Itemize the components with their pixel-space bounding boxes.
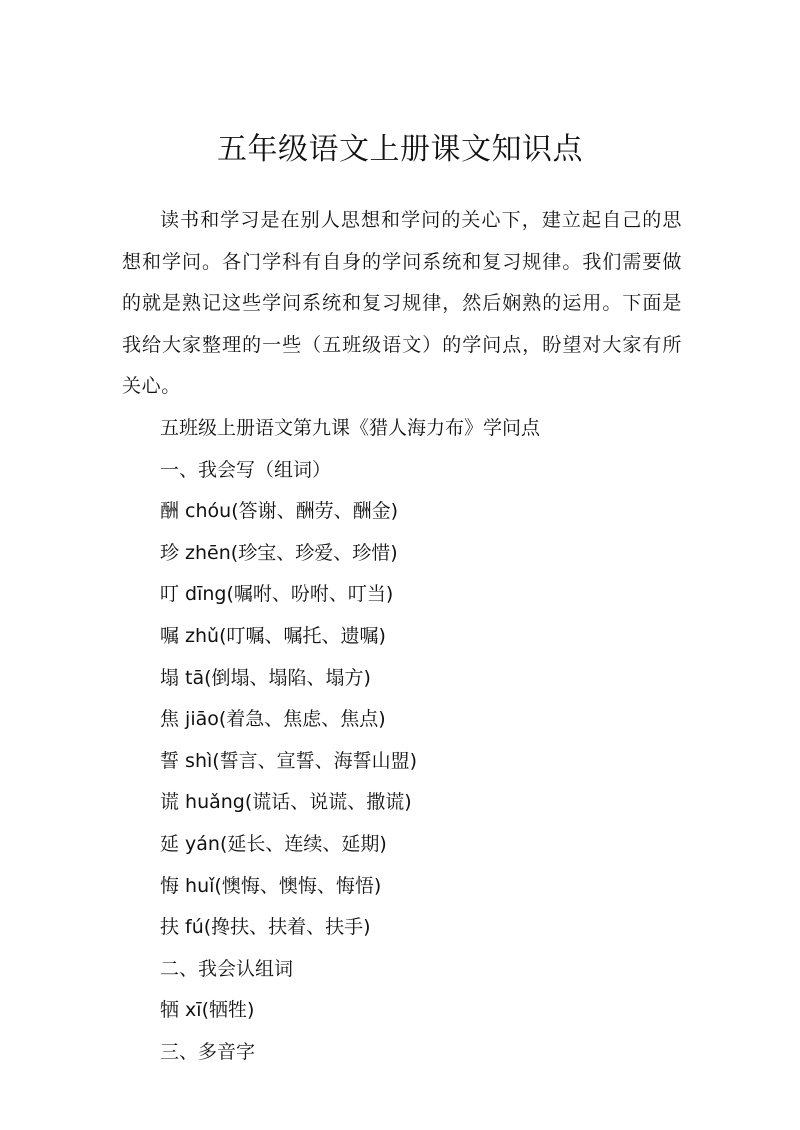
document-body [122,200,682,1073]
vocab-item: 叮 dīng(嘱咐、吩咐、叮当) [160,583,394,606]
section-heading-write: 一、我会写（组词） [160,458,332,481]
vocab-item: 塌 tā(倒塌、塌陷、塌方) [160,666,371,689]
vocab-item: 焦 jiāo(着急、焦虑、焦点) [160,708,386,731]
vocab-item: 延 yán(延长、连续、延期) [160,832,387,855]
lesson-heading: 五班级上册语文第九课《猎人海力布》学问点 [160,416,541,439]
vocab-item: 扶 fú(搀扶、扶着、扶手) [160,916,371,939]
vocab-item: 嘱 zhǔ(叮嘱、嘱托、遗嘱) [160,624,386,647]
vocab-item: 珍 zhēn(珍宝、珍爱、珍惜) [160,541,398,564]
vocab-item: 谎 huǎng(谎话、说谎、撒谎) [160,791,412,814]
vocab-item: 牺 xī(牺牲) [160,999,255,1022]
vocab-item: 酬 chóu(答谢、酬劳、酬金) [160,500,399,523]
document-title: 五年级语文上册课文知识点 [217,132,583,167]
intro-paragraph: 读书和学习是在别人思想和学问的关心下，建立起自己的思想和学问。各门学科有自身的学问系统和复习规律。我们需要做的就是熟记这些学问系统和复习规律，然后娴熟的运用。下面是我给大家整理的一些（五班级语文）的学问点，盼望对大家有所关心。 [122,209,682,398]
section-heading-recognize: 二、我会认组词 [160,957,294,980]
vocab-item: 誓 shì(誓言、宣誓、海誓山盟) [160,749,418,772]
vocab-item: 悔 huǐ(懊悔、懊悔、悔悟) [160,874,382,897]
section-heading-polyphonic: 三、多音字 [160,1040,256,1063]
